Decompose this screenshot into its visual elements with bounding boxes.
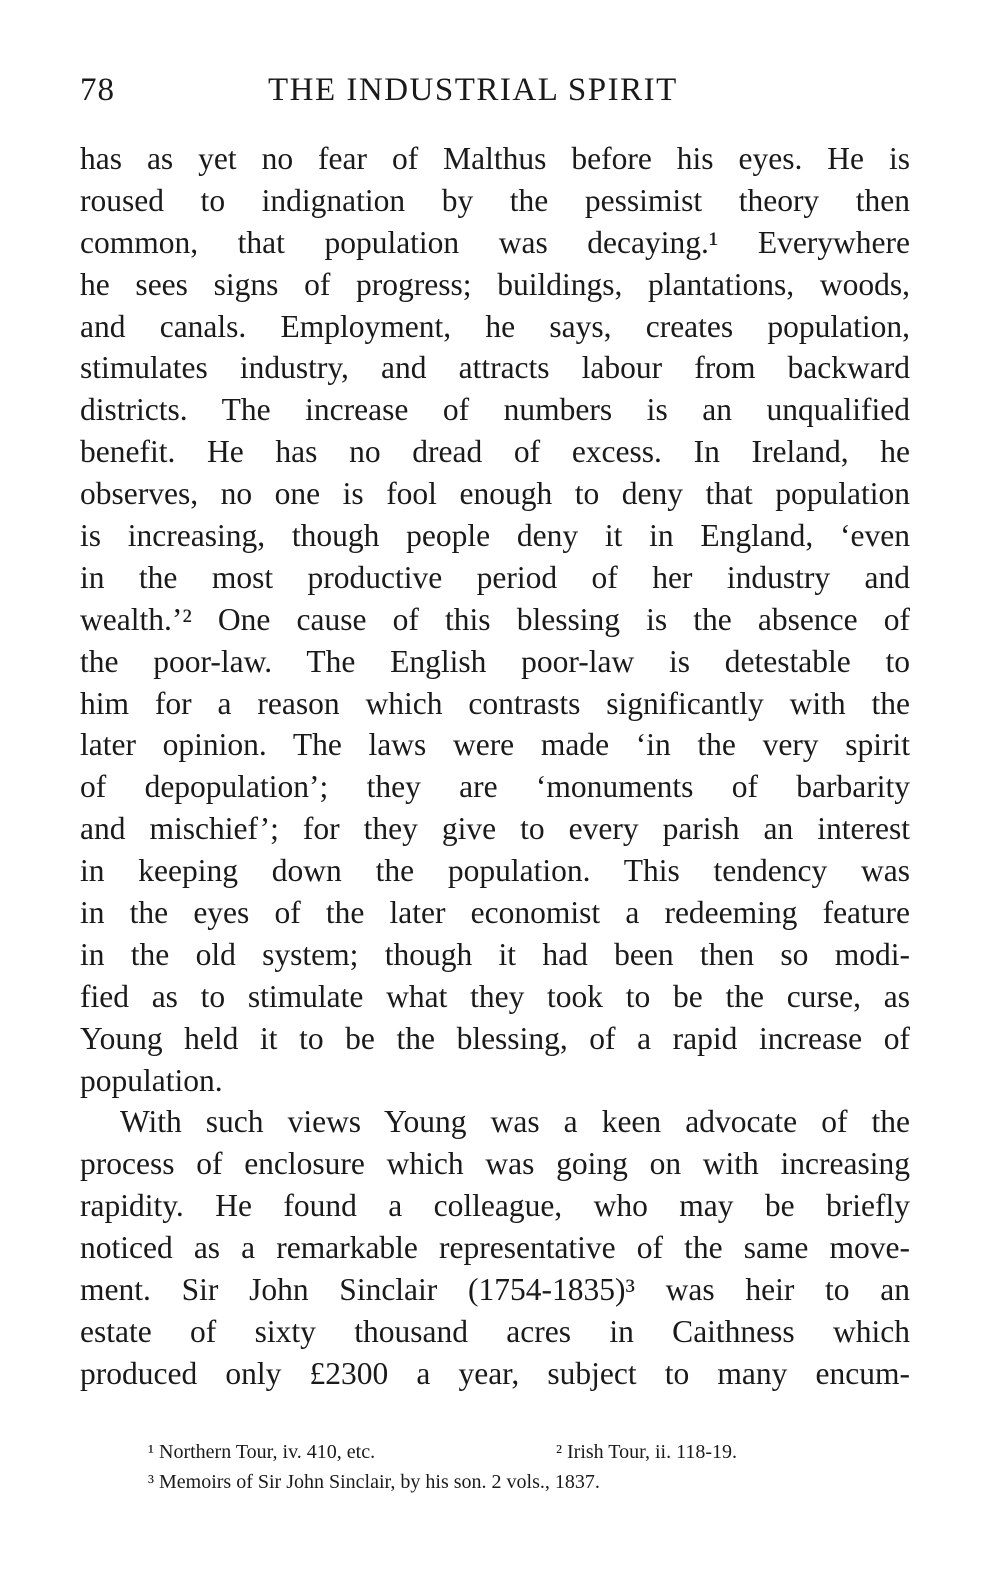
text-line: produced only £2300 a year, subject to many encum- xyxy=(80,1355,910,1391)
text-line: has as yet no fear of Malthus before his eyes. He is xyxy=(80,141,910,176)
page-header xyxy=(80,72,910,112)
text-line: and canals. Employment, he says, creates population, xyxy=(80,308,910,344)
text-line: roused to indignation by the pessimist theory then xyxy=(80,182,910,218)
footnote-1: ¹ Northern Tour, iv. 410, etc. xyxy=(148,1441,376,1463)
text-line: Young held it to be the blessing, of a rapid increase of xyxy=(80,1020,910,1056)
body-text xyxy=(80,138,910,1395)
text-line: benefit. He has no dread of excess. In Ireland, he xyxy=(80,434,910,470)
footnote-3: ³ Memoirs of Sir John Sinclair, by his son. 2 vols., 1837. xyxy=(148,1471,600,1493)
text-line: fied as to stimulate what they took to be the curse, as xyxy=(80,978,910,1014)
text-line: noticed as a remarkable representative of the same move- xyxy=(80,1230,910,1266)
footnotes xyxy=(148,1437,908,1497)
text-line: districts. The increase of numbers is an unqualified xyxy=(80,392,910,428)
text-line: ment. Sir John Sinclair (1754-1835)³ was heir to an xyxy=(80,1272,910,1308)
footnote-row xyxy=(148,1467,908,1497)
text-line: observes, no one is fool enough to deny that population xyxy=(80,476,910,512)
text-line: rapidity. He found a colleague, who may be briefly xyxy=(80,1188,910,1224)
text-line: and mischief’; for they give to every parish an interest xyxy=(80,811,910,847)
text-line: he sees signs of progress; buildings, plantations, woods, xyxy=(80,266,910,302)
text-line: is increasing, though people deny it in England, ‘even xyxy=(80,518,910,554)
text-line: wealth.’² One cause of this blessing is the absence of xyxy=(80,601,910,637)
paragraph-start-line: With such views Young was a keen advocate of the xyxy=(120,1104,910,1140)
text-line: in the old system; though it had been then so modi- xyxy=(80,936,910,972)
text-line: in the most productive period of her industry and xyxy=(80,559,910,595)
text-line: process of enclosure which was going on with increasing xyxy=(80,1146,910,1182)
paragraph-end-line: population. xyxy=(80,1062,223,1098)
page-number: 78 xyxy=(80,72,115,108)
text-line: estate of sixty thousand acres in Caithness which xyxy=(80,1313,910,1349)
footnote-row xyxy=(148,1437,908,1467)
text-line: of depopulation’; they are ‘monuments of barbarity xyxy=(80,769,910,805)
footnote-2: ² Irish Tour, ii. 118-19. xyxy=(556,1441,738,1463)
book-page xyxy=(80,0,910,1587)
text-line: him for a reason which contrasts significantly with the xyxy=(80,685,910,721)
text-line: later opinion. The laws were made ‘in the very spirit xyxy=(80,727,910,763)
text-line: common, that population was decaying.¹ Everywhere xyxy=(80,224,910,260)
text-line: in keeping down the population. This tendency was xyxy=(80,853,910,889)
running-title: THE INDUSTRIAL SPIRIT xyxy=(268,72,678,108)
text-line: the poor-law. The English poor-law is detestable to xyxy=(80,643,910,679)
text-line: in the eyes of the later economist a redeeming feature xyxy=(80,895,910,931)
text-line: stimulates industry, and attracts labour from backward xyxy=(80,350,910,386)
